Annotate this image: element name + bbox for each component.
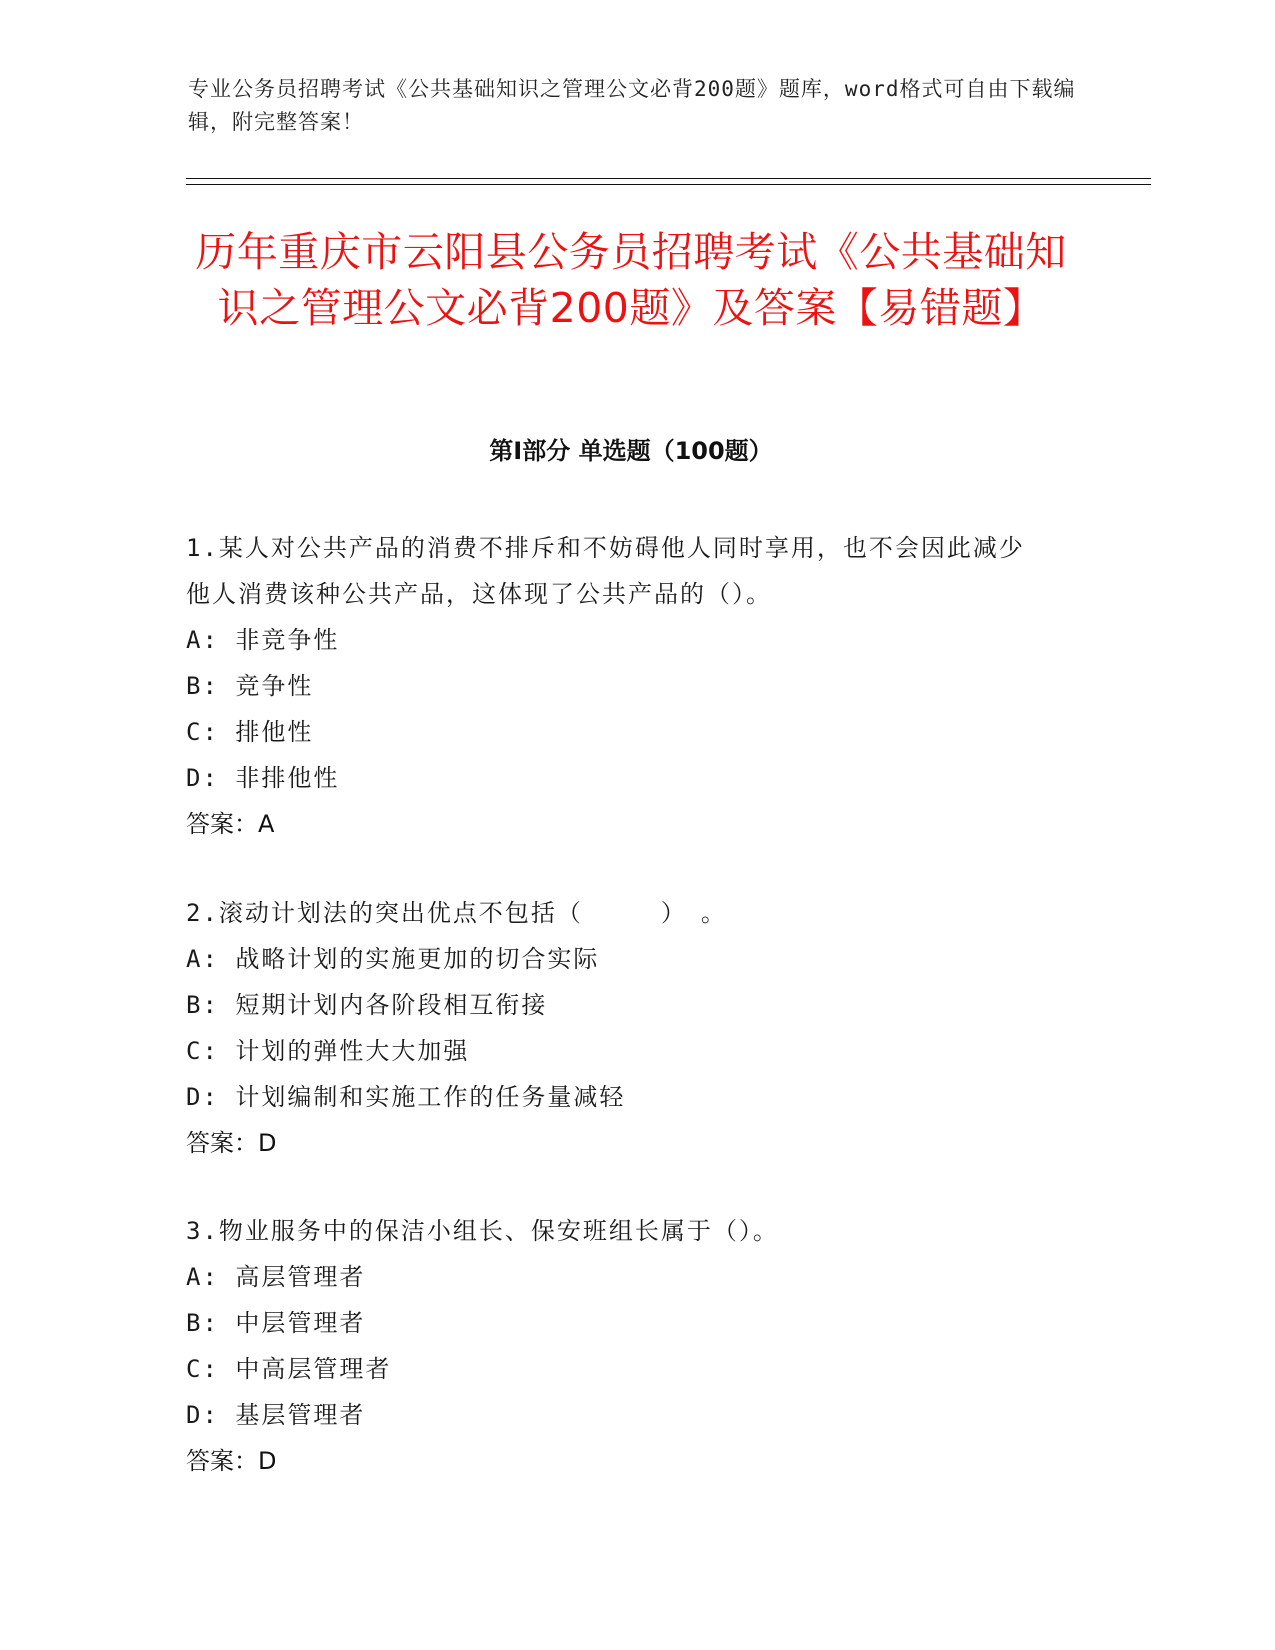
header-rule-thin [186, 184, 1151, 185]
option-d: D: 计划编制和实施工作的任务量减轻 [186, 1083, 626, 1111]
question-stem: 1.某人对公共产品的消费不排斥和不妨碍他人同时享用，也不会因此减少他人消费该种公共产品，这体现了公共产品的（）。 [186, 534, 1025, 608]
option-a: A: 非竞争性 [186, 626, 340, 654]
header-note: 专业公务员招聘考试《公共基础知识之管理公文必背200题》题库，word格式可自由下载编辑，附完整答案！ [188, 77, 1076, 134]
section-heading: 第I部分 单选题（100题） [489, 437, 773, 465]
option-a: A: 高层管理者 [186, 1263, 366, 1291]
document-title: 历年重庆市云阳县公务员招聘考试《公共基础知识之管理公文必背200题》及答案【易错题】 [195, 228, 1067, 332]
option-d: D: 非排他性 [186, 764, 340, 792]
header-rule-thick [186, 178, 1151, 179]
question-2 [186, 890, 1086, 1166]
option-c: C: 排他性 [186, 718, 314, 746]
question-1 [186, 525, 1086, 847]
option-c: C: 中高层管理者 [186, 1355, 392, 1383]
option-b: B: 中层管理者 [186, 1309, 366, 1337]
option-b: B: 短期计划内各阶段相互衔接 [186, 991, 548, 1019]
option-d: D: 基层管理者 [186, 1401, 366, 1429]
option-b: B: 竞争性 [186, 672, 314, 700]
answer-line: 答案：D [186, 1129, 277, 1157]
question-stem: 3.物业服务中的保洁小组长、保安班组长属于（）。 [186, 1217, 779, 1245]
question-stem: 2.滚动计划法的突出优点不包括（ ） 。 [186, 899, 727, 927]
option-a: A: 战略计划的实施更加的切合实际 [186, 945, 600, 973]
option-c: C: 计划的弹性大大加强 [186, 1037, 470, 1065]
question-3 [186, 1208, 1086, 1484]
answer-line: 答案：A [186, 810, 275, 838]
answer-line: 答案：D [186, 1447, 277, 1475]
